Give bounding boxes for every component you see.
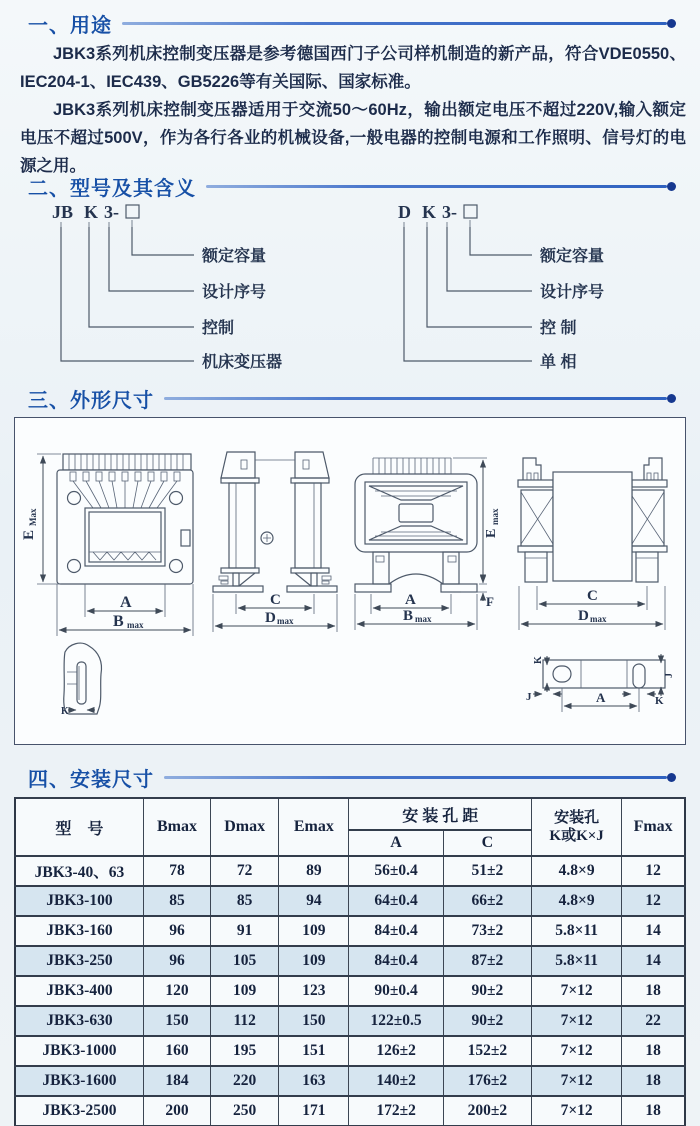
dim-label-j: J xyxy=(664,673,675,678)
drawing-front-view-terminals xyxy=(21,454,193,636)
dim-label-c: C xyxy=(270,592,281,608)
model-code-3: 3- xyxy=(442,202,457,222)
dim-label-d-sub: max xyxy=(277,616,294,626)
dim-label-c: C xyxy=(587,588,598,604)
table-row: JBK3-400 120 109 123 90±0.4 90±2 7×12 18 xyxy=(15,976,685,1006)
cell-model: JBK3-2500 xyxy=(15,1096,143,1126)
table-row: JBK3-250 96 105 109 84±0.4 87±2 5.8×11 14 xyxy=(15,946,685,976)
dim-label-b-sub: max xyxy=(415,614,432,624)
mounting-hole-line2: K或K×J xyxy=(549,828,604,844)
model-code-k: K xyxy=(84,202,99,222)
model-code-3: 3- xyxy=(104,202,119,222)
dim-label-b: B xyxy=(113,613,124,630)
model-code-k: K xyxy=(422,202,437,222)
cell-model: JBK3-1000 xyxy=(15,1036,143,1066)
model-label-machine-transformer: 机床变压器 xyxy=(202,354,283,371)
dim-label-d: D xyxy=(265,610,276,626)
cell-model: JBK3-250 xyxy=(15,946,143,976)
dim-label-j: J xyxy=(526,691,532,703)
dim-label-b-sub: max xyxy=(127,620,144,630)
table-row: JBK3-2500 200 250 171 172±2 200±2 7×12 18 xyxy=(15,1096,685,1126)
dim-label-b: B xyxy=(403,608,414,624)
cell-model: JBK3-160 xyxy=(15,916,143,946)
section-rule xyxy=(122,22,667,25)
ground-symbol xyxy=(261,532,273,544)
col-header-dmax: Dmax xyxy=(211,798,279,856)
detail-mounting-foot xyxy=(526,654,675,712)
cell-model: JBK3-400 xyxy=(15,976,143,1006)
usage-paragraph-1: JBK3系列机床控制变压器是参考德国西门子公司样机制造的新产品，符合VDE0550、IEC204-1、IEC439、GB5226等有关国际、国家标准。 xyxy=(20,45,686,91)
table-row: JBK3-40、63 78 72 89 56±0.4 51±2 4.8×9 12 xyxy=(15,856,685,886)
usage-paragraphs xyxy=(20,40,686,180)
model-label-control: 控制 xyxy=(202,320,235,337)
col-header-bmax: Bmax xyxy=(143,798,210,856)
model-capacity-box xyxy=(126,205,139,218)
model-label-series: 设计序号 xyxy=(202,284,267,301)
cell-model: JBK3-100 xyxy=(15,886,143,916)
dim-label-e: E xyxy=(21,529,37,540)
drawing-side-view-coil xyxy=(518,458,667,630)
drawing-side-view-1 xyxy=(213,452,337,632)
model-code-jb: JB xyxy=(52,202,74,222)
table-row: JBK3-160 96 91 109 84±0.4 73±2 5.8×11 14 xyxy=(15,916,685,946)
dim-label-d: D xyxy=(578,608,589,624)
model-capacity-box xyxy=(464,205,477,218)
dim-label-a: A xyxy=(596,690,606,705)
col-header-a: A xyxy=(349,830,443,856)
section-rule xyxy=(164,397,667,400)
section-model-header xyxy=(28,172,676,201)
col-header-emax: Emax xyxy=(279,798,349,856)
section-usage-title: 一、用途 xyxy=(28,15,112,37)
table-row: JBK3-630 150 112 150 122±0.5 90±2 7×12 22 xyxy=(15,1006,685,1036)
dim-label-e: E xyxy=(484,528,499,538)
model-label-single-phase: 单 相 xyxy=(540,354,577,371)
model-label-control: 控 制 xyxy=(540,320,577,337)
section-install-title: 四、安装尺寸 xyxy=(28,769,154,791)
model-label-series: 设计序号 xyxy=(540,284,605,301)
dim-label-d-sub: max xyxy=(590,614,607,624)
detail-slot-plate xyxy=(61,643,102,717)
dim-label-f: F xyxy=(486,594,494,609)
section-rule-dot xyxy=(667,394,676,403)
dim-label-k: K xyxy=(655,695,664,707)
model-label-capacity: 额定容量 xyxy=(202,248,267,265)
section-model-title: 二、型号及其含义 xyxy=(28,178,196,200)
table-row: JBK3-1000 160 195 151 126±2 152±2 7×12 18 xyxy=(15,1036,685,1066)
table-row: JBK3-1600 184 220 163 140±2 176±2 7×12 18 xyxy=(15,1066,685,1096)
dim-label-e-sub: max xyxy=(490,508,500,525)
section-install-header xyxy=(28,763,676,792)
section-outline-title: 三、外形尺寸 xyxy=(28,390,154,412)
table-row: JBK3-100 85 85 94 64±0.4 66±2 4.8×9 12 xyxy=(15,886,685,916)
cell-model: JBK3-40、63 xyxy=(15,856,143,886)
dim-label-a: A xyxy=(405,592,416,608)
dim-label-a: A xyxy=(120,594,132,611)
section-rule-dot xyxy=(667,773,676,782)
dim-label-k: K xyxy=(61,706,69,717)
usage-paragraph-2: JBK3系列机床控制变压器适用于交流50～60Hz，输出额定电压不超过220V,输入额定电压不超过500V，作为各行各业的机械设备,一般电器的控制电源和工作照明、信号灯的电源之用。 xyxy=(20,101,686,175)
section-rule-dot xyxy=(667,19,676,28)
install-table-wrap xyxy=(14,797,686,1126)
model-label-capacity: 额定容量 xyxy=(540,248,605,265)
col-header-hole-spacing: 安 装 孔 距 xyxy=(349,798,532,830)
drawing-front-view-coil xyxy=(355,458,500,630)
cell-model: JBK3-1600 xyxy=(15,1066,143,1096)
cell-model: JBK3-630 xyxy=(15,1006,143,1036)
section-outline-header xyxy=(28,384,676,413)
col-header-mounting-hole xyxy=(531,798,621,856)
section-rule-dot xyxy=(667,182,676,191)
section-usage-header xyxy=(28,9,676,38)
model-diagram-dk3 xyxy=(388,199,688,381)
mounting-hole-line1: 安装孔 xyxy=(554,810,600,826)
section-rule xyxy=(206,185,667,188)
install-dimensions-table xyxy=(14,797,686,1126)
col-header-model: 型 号 xyxy=(15,798,143,856)
model-diagram-jbk3 xyxy=(42,199,372,381)
model-code-d: D xyxy=(398,202,411,222)
dim-label-k: K xyxy=(533,656,544,664)
col-header-c: C xyxy=(443,830,531,856)
section-rule xyxy=(164,776,667,779)
outline-drawings xyxy=(15,418,684,743)
dim-label-e-sub: Max xyxy=(28,508,38,526)
col-header-fmax: Fmax xyxy=(622,798,685,856)
outline-drawing-box xyxy=(14,417,686,745)
